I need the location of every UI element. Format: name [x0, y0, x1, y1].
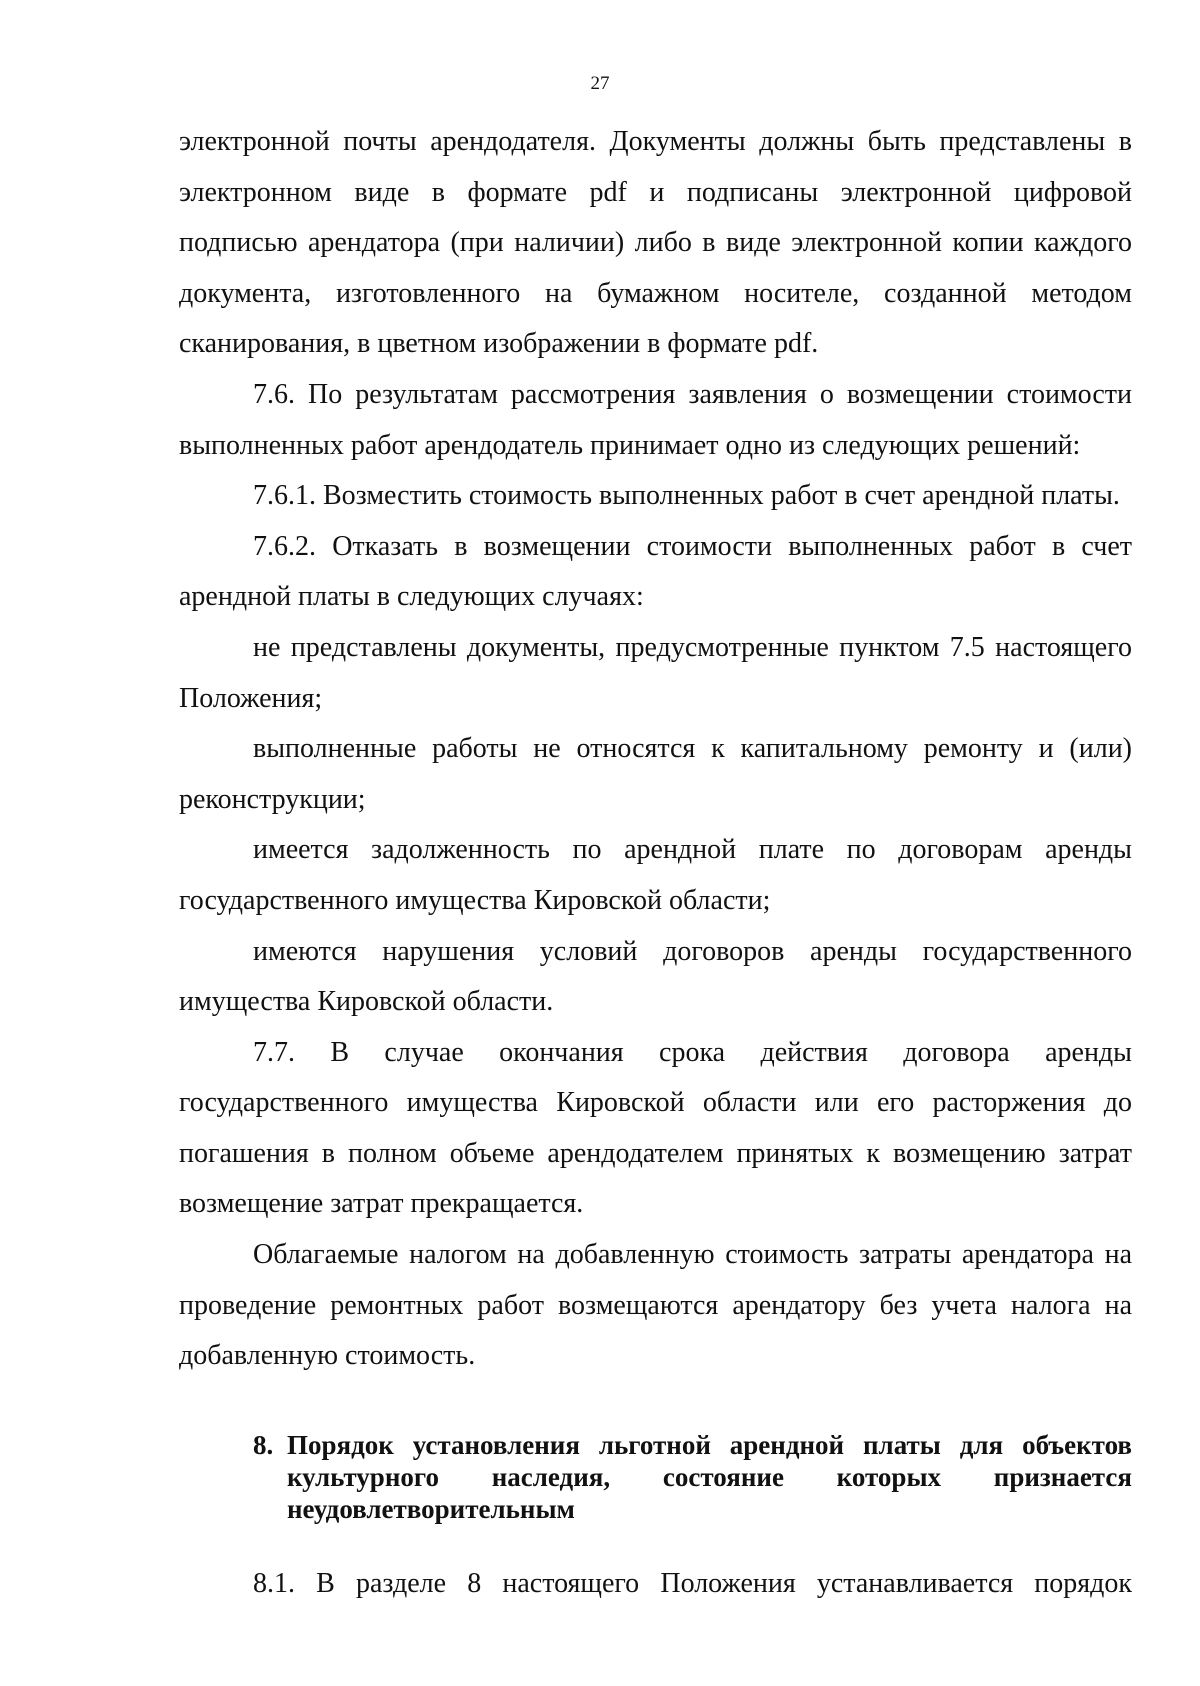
paragraph-7-6-2: 7.6.2. Отказать в возмещении стоимости выполненных работ в счет арендной платы в следующих случаях:	[179, 530, 1132, 613]
paragraph-7-6-1: 7.6.1. Возместить стоимость выполненных работ в счет арендной платы.	[253, 480, 1120, 512]
paragraph-7-6: 7.6. По результатам рассмотрения заявления о возмещении стоимости выполненных работ арендодатель принимает одно из следующих решений:	[179, 378, 1132, 461]
list-item-not-capital-repair: выполненные работы не относятся к капитальному ремонту и (или) реконструкции;	[179, 733, 1132, 815]
paragraph-7-7: 7.7. В случае окончания срока действия договора аренды государственного имущества Кировской области или его расторжения до погашения в полном объеме арендодателем принятых к возмещению затрат возмещение затрат прекращается.	[179, 1036, 1132, 1220]
paragraph-email-documents: электронной почты арендодателя. Документы должны быть представлены в электронном виде в формате pdf и подписаны электронной цифровой подписью арендатора (при наличии) либо в виде электронной копии каждого документа, изготовленного на бумажном носителе, созданной методом сканирования, в цветном изображении в формате pdf.	[179, 126, 1132, 360]
list-item-rent-debt: имеется задолженность по арендной плате по договорам аренды государственного имущества Кировской области;	[179, 834, 1132, 916]
section-number: 8.	[253, 1430, 274, 1460]
section-heading	[253, 1429, 1132, 1525]
paragraph-8-1: 8.1. В разделе 8 настоящего Положения устанавливается порядок	[253, 1568, 1132, 1599]
list-item-no-documents: не представлены документы, предусмотренные пунктом 7.5 настоящего Положения;	[179, 631, 1132, 714]
paragraph-vat: Облагаемые налогом на добавленную стоимость затраты арендатора на проведение ремонтных работ возмещаются арендатору без учета налога на добавленную стоимость.	[179, 1239, 1132, 1372]
list-item-contract-violations: имеются нарушения условий договоров аренды государственного имущества Кировской области.	[179, 935, 1132, 1018]
page-number: 27	[590, 73, 610, 94]
section-title: Порядок установления льготной арендной платы для объектов культурного наследия, состояние которых признается неудовлетворительным	[287, 1430, 1132, 1524]
document-body	[179, 117, 1132, 1382]
